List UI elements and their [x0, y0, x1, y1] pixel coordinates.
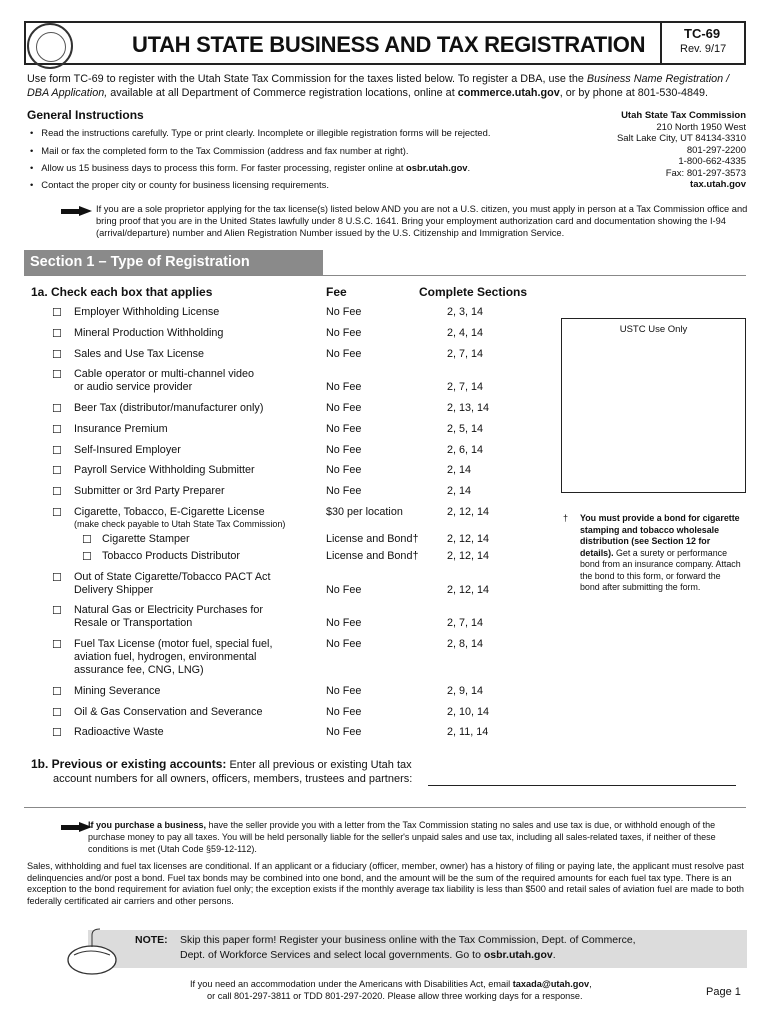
registration-fee: No Fee: [326, 584, 362, 596]
note-text: Dept. of Workforce Services and select local governments. Go to: [180, 949, 484, 961]
note-text: .: [552, 949, 556, 961]
sub-registration-sections: 2, 12, 14: [447, 550, 490, 562]
note-label: NOTE:: [135, 934, 168, 946]
osbr-link[interactable]: osbr.utah.gov: [406, 162, 468, 173]
registration-fee: No Fee: [326, 444, 362, 456]
page-number: Page 1: [706, 986, 741, 998]
registration-checkbox[interactable]: ☐: [52, 572, 62, 584]
registration-sections: 2, 9, 14: [447, 685, 484, 697]
instruction-text: Allow us 15 business days to process this form. For faster processing, register online at: [41, 162, 407, 173]
registration-type-text: Sales and Use Tax License: [74, 348, 205, 360]
registration-type-text: Fuel Tax License (motor fuel, special fuel,: [74, 638, 273, 650]
computer-mouse-icon: [60, 927, 120, 977]
registration-fee: No Fee: [326, 464, 362, 476]
registration-fee: No Fee: [326, 685, 362, 697]
intro-text: , or by phone at 801-530-4849.: [559, 87, 708, 99]
ustc-use-only-box: [561, 318, 746, 493]
sub-registration-checkbox[interactable]: ☐: [82, 534, 92, 546]
intro-text: Use form TC-69 to register with the Utah State Tax Commission for the taxes listed below. To register a DBA, use the: [27, 73, 587, 85]
instruction-bullet: • Mail or fax the completed form to the Tax Commission (address and fax number at right).: [30, 145, 408, 156]
registration-checkbox[interactable]: ☐: [52, 727, 62, 739]
registration-type-text: aviation fuel, hydrogen, environmental: [74, 651, 257, 663]
previous-accounts-text2: account numbers for all owners, officers, members, trustees and partners:: [53, 773, 413, 785]
registration-type-label: [74, 506, 319, 519]
registration-checkbox[interactable]: ☐: [52, 686, 62, 698]
sub-registration-checkbox[interactable]: ☐: [82, 551, 92, 563]
instruction-bullet: • Read the instructions carefully. Type or print clearly. Incomplete or illegible registration forms will be rejected.: [30, 127, 490, 138]
registration-type-label: [74, 638, 319, 677]
ada-line1: [190, 979, 592, 991]
commerce-link[interactable]: commerce.utah.gov: [457, 87, 560, 99]
osbr-link[interactable]: osbr.utah.gov: [483, 949, 553, 961]
address-street: 210 North 1950 West: [656, 121, 746, 133]
registration-checkbox[interactable]: ☐: [52, 707, 62, 719]
registration-fee: No Fee: [326, 348, 362, 360]
ustc-label: USTC Use Only: [619, 324, 688, 335]
registration-type-label: [74, 348, 319, 361]
registration-type-text: Self-Insured Employer: [74, 444, 181, 456]
registration-type-text: or audio service provider: [74, 381, 193, 393]
registration-checkbox[interactable]: ☐: [52, 605, 62, 617]
registration-fee: No Fee: [326, 306, 362, 318]
sub-registration-label: Cigarette Stamper: [102, 533, 190, 545]
registration-checkbox[interactable]: ☐: [52, 639, 62, 651]
note-line2: [180, 949, 556, 961]
registration-type-text: Oil & Gas Conservation and Severance: [74, 706, 263, 718]
registration-sections: 2, 14: [447, 464, 472, 476]
registration-checkbox[interactable]: ☐: [52, 369, 62, 381]
registration-fee: No Fee: [326, 617, 362, 629]
registration-sections: 2, 7, 14: [447, 381, 484, 393]
title-divider: [660, 21, 662, 65]
ada-email-link[interactable]: taxada@utah.gov: [512, 979, 590, 989]
registration-checkbox[interactable]: ☐: [52, 424, 62, 436]
col-header-check: 1a. Check each box that applies: [31, 285, 213, 299]
registration-type-label: [74, 306, 319, 319]
registration-type-text: Radioactive Waste: [74, 726, 164, 738]
previous-accounts-text: Enter all previous or existing Utah tax: [229, 759, 412, 771]
address-city: Salt Lake City, UT 84134-3310: [616, 133, 746, 144]
registration-sections: 2, 8, 14: [447, 638, 484, 650]
instruction-bullet: [30, 162, 470, 173]
registration-fee: No Fee: [326, 327, 362, 339]
intro-paragraph: [27, 72, 737, 100]
registration-type-label: [74, 604, 319, 630]
registration-sections: 2, 3, 14: [447, 306, 484, 318]
col-header-fee: Fee: [326, 285, 347, 299]
sub-registration-label: Tobacco Products Distributor: [102, 550, 241, 562]
form-revision: Rev. 9/17: [680, 43, 727, 55]
registration-type-label: [74, 444, 319, 457]
registration-type-text: Mining Severance: [74, 685, 161, 697]
registration-sections: 2, 12, 14: [447, 506, 490, 518]
instruction-bullet: • Contact the proper city or county for business licensing requirements.: [30, 179, 329, 190]
bond-note-text: Get a surety or performance bond from an insurance company. Attach the bond to this form, or forward the bond after submitting the form.: [580, 547, 741, 592]
registration-type-text: Beer Tax (distributor/manufacturer only): [74, 402, 264, 414]
sub-registration-sections: 2, 12, 14: [447, 533, 490, 545]
registration-type-text: Mineral Production Withholding: [74, 327, 224, 339]
registration-checkbox[interactable]: ☐: [52, 349, 62, 361]
intro-dba-form: Business Name Registration / DBA Application,: [27, 73, 730, 99]
registration-type-label: [74, 485, 319, 498]
registration-fee: No Fee: [326, 706, 362, 718]
section-divider: [24, 275, 746, 276]
registration-type-text: Insurance Premium: [74, 423, 168, 435]
previous-accounts-row: [31, 757, 412, 771]
note-line1: Skip this paper form! Register your business online with the Tax Commission, Dept. of Commerce,: [180, 934, 636, 946]
address-web[interactable]: tax.utah.gov: [690, 179, 746, 190]
registration-checkbox[interactable]: ☐: [52, 507, 62, 519]
registration-checkbox[interactable]: ☐: [52, 445, 62, 457]
registration-type-label: [74, 402, 319, 415]
registration-sections: 2, 11, 14: [447, 726, 489, 738]
registration-fee: No Fee: [326, 402, 362, 414]
registration-checkbox[interactable]: ☐: [52, 403, 62, 415]
registration-type-label: [74, 706, 319, 719]
ada-line2: or call 801-297-3811 or TDD 801-297-2020. Please allow three working days for a response.: [207, 991, 583, 1001]
divider: [24, 807, 746, 808]
registration-type-text: assurance fee, CNG, LNG): [74, 664, 204, 676]
ada-text: ,: [589, 979, 592, 989]
registration-type-label: [74, 685, 319, 698]
previous-accounts-label: 1b. Previous or existing accounts:: [31, 757, 227, 771]
purchase-note-text: have the seller provide you with a letter from the Tax Commission stating no sales and use tax is due, or withhold enough of the purchase money to pay all taxes. You will be held personally liable for the seller's unpaid sales and use tax, including all sales-related taxes, if neither of these conditions is met (Utah Code §59-12-112).: [88, 820, 716, 854]
intro-text: available at all Department of Commerce registration locations, online at: [107, 87, 458, 99]
cigarette-check-note: (make check payable to Utah State Tax Commission): [74, 519, 286, 529]
registration-fee: No Fee: [326, 638, 362, 650]
registration-type-label: [74, 571, 319, 597]
dagger-mark: †: [563, 513, 569, 523]
sub-registration-fee: License and Bond†: [326, 533, 419, 545]
bond-note-bold: You must provide a bond for cigarette stamping and tobacco wholesale distribution (see Section 12 for details).: [580, 513, 740, 558]
registration-checkbox[interactable]: ☐: [52, 486, 62, 498]
registration-sections: 2, 12, 14: [447, 584, 490, 596]
registration-type-text: Cigarette, Tobacco, E-Cigarette License: [74, 506, 265, 518]
address-phone: 1-800-662-4335: [678, 156, 746, 167]
registration-type-text: Payroll Service Withholding Submitter: [74, 464, 255, 476]
registration-type-text: Natural Gas or Electricity Purchases for: [74, 604, 264, 616]
address-phone: 801-297-2200: [686, 144, 746, 156]
state-seal-icon: [27, 23, 73, 69]
registration-sections: 2, 7, 14: [447, 348, 484, 360]
address-name: Utah State Tax Commission: [621, 110, 746, 121]
registration-sections: 2, 13, 14: [447, 402, 490, 414]
registration-type-label: [74, 464, 319, 477]
sub-registration-fee: License and Bond†: [326, 550, 419, 562]
registration-fee: No Fee: [326, 381, 362, 393]
bond-note: [580, 513, 742, 594]
registration-sections: 2, 10, 14: [447, 706, 490, 718]
registration-fee: No Fee: [326, 423, 362, 435]
registration-fee: $30 per location: [326, 506, 403, 518]
registration-fee: No Fee: [326, 485, 362, 497]
registration-sections: 2, 4, 14: [447, 327, 484, 339]
registration-sections: 2, 6, 14: [447, 444, 484, 456]
registration-sections: 2, 5, 14: [447, 423, 484, 435]
ada-text: If you need an accommodation under the Americans with Disabilities Act, email: [190, 979, 513, 989]
registration-type-label: [74, 368, 319, 394]
instruction-text: .: [467, 162, 471, 173]
registration-type-label: [74, 423, 319, 436]
section-1-header: Section 1 – Type of Registration: [24, 250, 323, 275]
address-fax: Fax: 801-297-3573: [665, 167, 746, 179]
col-header-sections: Complete Sections: [419, 285, 528, 299]
general-instructions-heading: General Instructions: [27, 108, 144, 122]
registration-checkbox[interactable]: ☐: [52, 328, 62, 340]
registration-sections: 2, 14: [447, 485, 472, 497]
registration-type-text: Delivery Shipper: [74, 584, 154, 596]
previous-accounts-input[interactable]: [428, 773, 736, 786]
tax-commission-address: [617, 110, 746, 191]
registration-fee: No Fee: [326, 726, 362, 738]
registration-type-label: [74, 327, 319, 340]
registration-type-text: Cable operator or multi-channel video: [74, 368, 255, 380]
purchase-note-bold: If you purchase a business,: [88, 820, 207, 830]
registration-type-text: Out of State Cigarette/Tobacco PACT Act: [74, 571, 271, 583]
registration-type-label: [74, 726, 319, 739]
purchase-business-note: [88, 819, 744, 855]
arrow-pointer-icon: [61, 206, 93, 216]
registration-type-text: Resale or Transportation: [74, 617, 193, 629]
form-title: UTAH STATE BUSINESS AND TAX REGISTRATION: [132, 32, 646, 57]
registration-sections: 2, 7, 14: [447, 617, 484, 629]
registration-checkbox[interactable]: ☐: [52, 307, 62, 319]
form-number: TC-69: [684, 26, 721, 41]
sole-proprietor-note: If you are a sole proprietor applying for the tax license(s) listed below AND you are not a U.S. citizen, you must apply in person at a Tax Commission office and bring proof that you are in the United States lawfully under 8 U.S.C. 1641. Bring your employment authorization card and documentation showing the I-94 (arrival/departure) number and Alien Registration Number issued by the U.S. Citizenship and Immigration Service.: [96, 204, 748, 238]
registration-checkbox[interactable]: ☐: [52, 465, 62, 477]
conditional-license-text: Sales, withholding and fuel tax licenses are conditional. If an applicant or a fiduciary (officer, member, owner) has a history of filing or paying late, the applicant must resolve past delinquencies and/or post a bond. Fuel tax bonds may be combined into one bond, and the amount will be the sum of the required amounts for each fuel tax type. There is an exception to the bond requirement for aviation fuel only; the exception exists if the monthly average tax liability is less than $500 and retail sales of aviation fuel are made to both federally certificated air carriers and other persons.: [27, 861, 745, 906]
registration-type-text: Employer Withholding License: [74, 306, 220, 318]
registration-type-text: Submitter or 3rd Party Preparer: [74, 485, 225, 497]
